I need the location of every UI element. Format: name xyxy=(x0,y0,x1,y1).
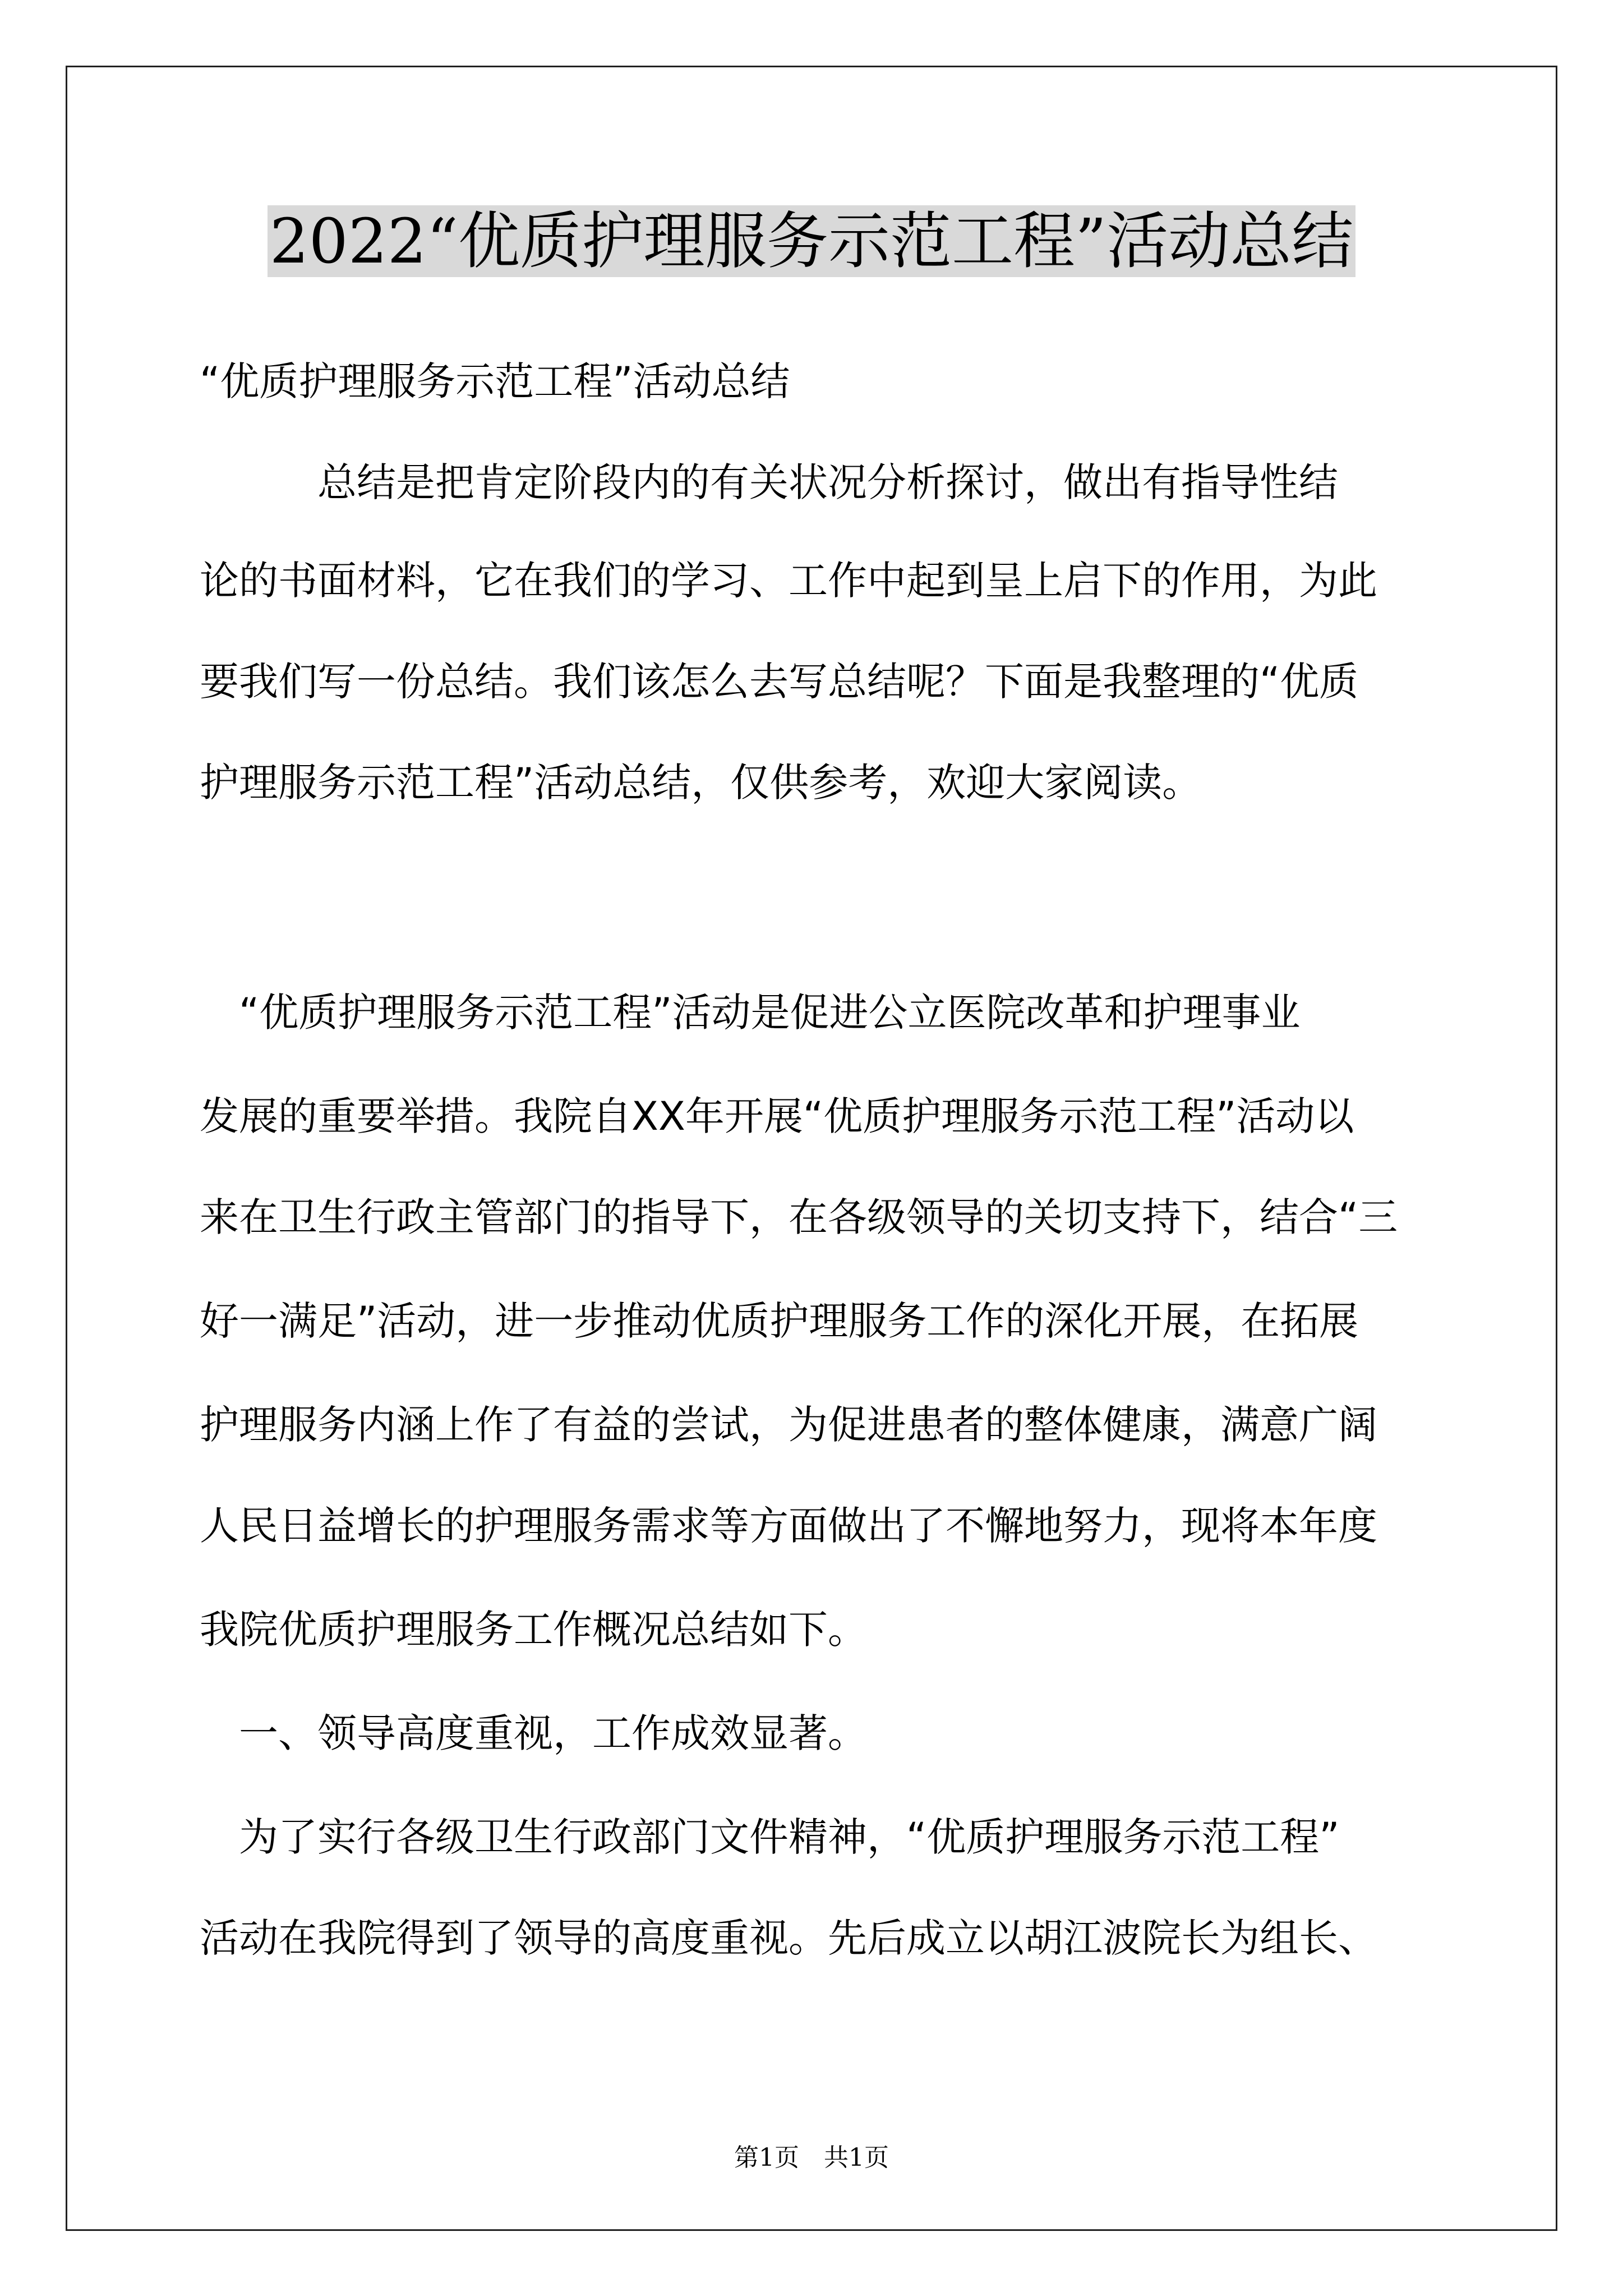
document-title: 2022“优质护理服务示范工程”活动总结 xyxy=(0,202,1623,280)
page-footer: 第1页 共1页 xyxy=(734,2143,889,2172)
intro-line-1: 总结是把肯定阶段内的有关状况分析探讨，做出有指导性结 xyxy=(200,459,1338,505)
body-line-4: 好一满足”活动，进一步推动优质护理服务工作的深化开展，在拓展 xyxy=(200,1298,1359,1344)
body-line-3: 来在卫生行政主管部门的指导下，在各级领导的关切支持下，结合“三 xyxy=(200,1194,1398,1240)
intro-line-3: 要我们写一份总结。我们该怎么去写总结呢？下面是我整理的“优质 xyxy=(200,659,1359,705)
intro-line-2: 论的书面材料，它在我们的学习、工作中起到呈上启下的作用，为此 xyxy=(200,558,1377,604)
subtitle: “优质护理服务示范工程”活动总结 xyxy=(200,358,790,404)
body-line-1: “优质护理服务示范工程”活动是促进公立医院改革和护理事业 xyxy=(200,990,1301,1036)
section-line-1: 为了实行各级卫生行政部门文件精神，“优质护理服务示范工程” xyxy=(200,1814,1340,1860)
intro-line-4: 护理服务示范工程”活动总结，仅供参考，欢迎大家阅读。 xyxy=(200,760,1202,806)
body-line-2: 发展的重要举措。我院自XX年开展“优质护理服务示范工程”活动以 xyxy=(200,1093,1354,1139)
body-line-7: 我院优质护理服务工作概况总结如下。 xyxy=(200,1607,867,1653)
section-line-2: 活动在我院得到了领导的高度重视。先后成立以胡江波院长为组长、 xyxy=(200,1915,1377,1961)
body-line-5: 护理服务内涵上作了有益的尝试，为促进患者的整体健康，满意广阔 xyxy=(200,1402,1377,1448)
section-heading: 一、领导高度重视，工作成效显著。 xyxy=(200,1710,867,1756)
body-line-6: 人民日益增长的护理服务需求等方面做出了不懈地努力，现将本年度 xyxy=(200,1503,1377,1549)
